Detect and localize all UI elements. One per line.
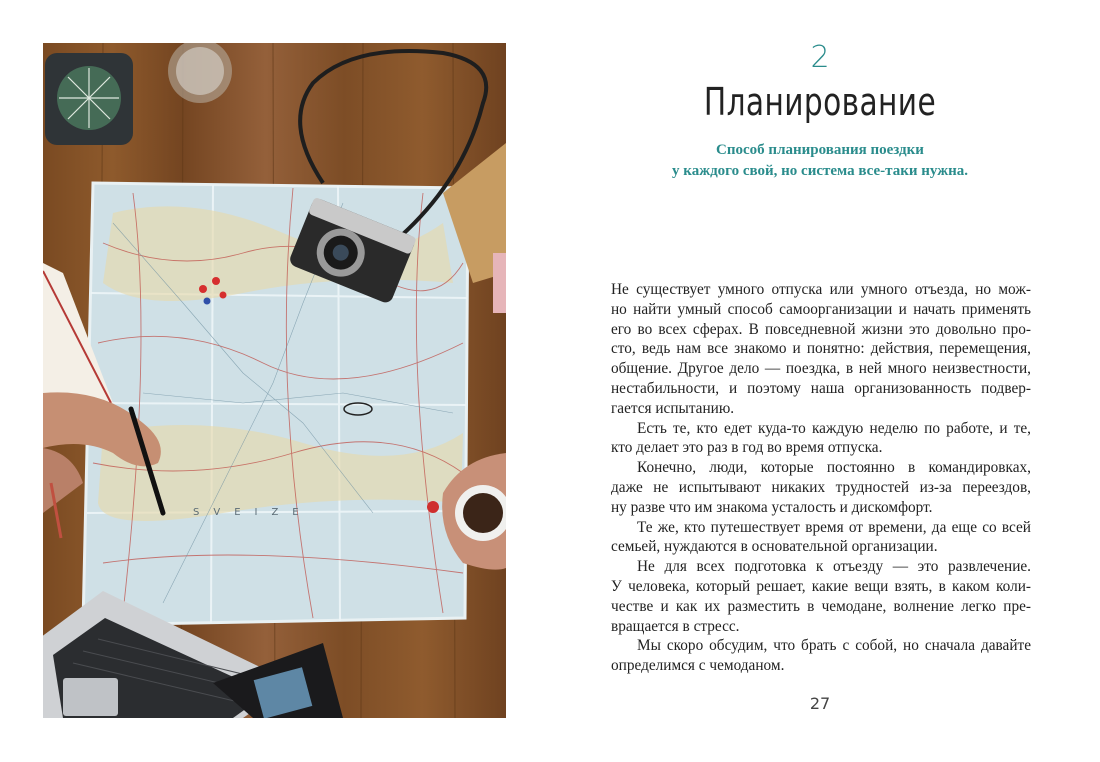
body-line: его во всех сферах. В повседневной жизни это довольно про- (611, 320, 1031, 338)
body-line: Не для всех подготовка к отъезду — это развлечение. (637, 558, 1031, 576)
body-line: гается испытанию. (611, 399, 735, 417)
body-line: нестабильности, и поэтому наша организованность подвер- (611, 379, 1031, 397)
chapter-number: 2 (810, 40, 830, 75)
body-line: кто делает это раз в год во время отпуска. (611, 439, 883, 457)
body-line: семьей, нуждаются в основательной организации. (611, 538, 938, 556)
photo-illustration (43, 43, 506, 718)
page-number: 27 (809, 694, 831, 713)
body-text (611, 280, 1031, 676)
body-line: сто, ведь нам все знакомо и понятно: действия, перемещения, (611, 340, 1031, 358)
body-line: Конечно, люди, которые постоянно в командировках, (637, 459, 1031, 477)
body-line: Те же, кто путешествует время от времени, да еще со всей (637, 518, 1031, 536)
body-line: честве и как их разместить в чемодане, волнение легко пре- (611, 597, 1031, 615)
epigraph-line: Способ планирования поездки (716, 142, 924, 158)
chapter-epigraph (620, 140, 1020, 182)
body-line: Есть те, кто едет куда-то каждую неделю по работе, и те, (637, 419, 1031, 437)
body-line: Не существует умного отпуска или умного отъезда, но мож- (611, 281, 1031, 298)
body-line: вращается в стресс. (611, 617, 740, 635)
body-line: определимся с чемоданом. (611, 657, 785, 675)
body-line: но найти умный способ самоорганизации и начать применять (611, 300, 1031, 318)
body-line: даже не испытывают никаких трудностей из-за переездов, (611, 478, 1031, 496)
body-line: Мы скоро обсудим, что брать с собой, но сначала давайте (637, 637, 1031, 655)
body-line: общение. Другое дело — поездка, в ней много неизвестности, (611, 360, 1031, 378)
epigraph-line: у каждого свой, но система все-таки нужна. (672, 163, 968, 179)
chapter-title: Планирование (703, 80, 937, 124)
body-line: ну разве что им знакома усталость и дискомфорт. (611, 498, 933, 516)
travel-map-photo (43, 43, 506, 718)
body-line: У человека, который решает, какие вещи взять, в каком коли- (611, 577, 1031, 595)
svg-text:SVEIZE: SVEIZE (193, 507, 313, 518)
